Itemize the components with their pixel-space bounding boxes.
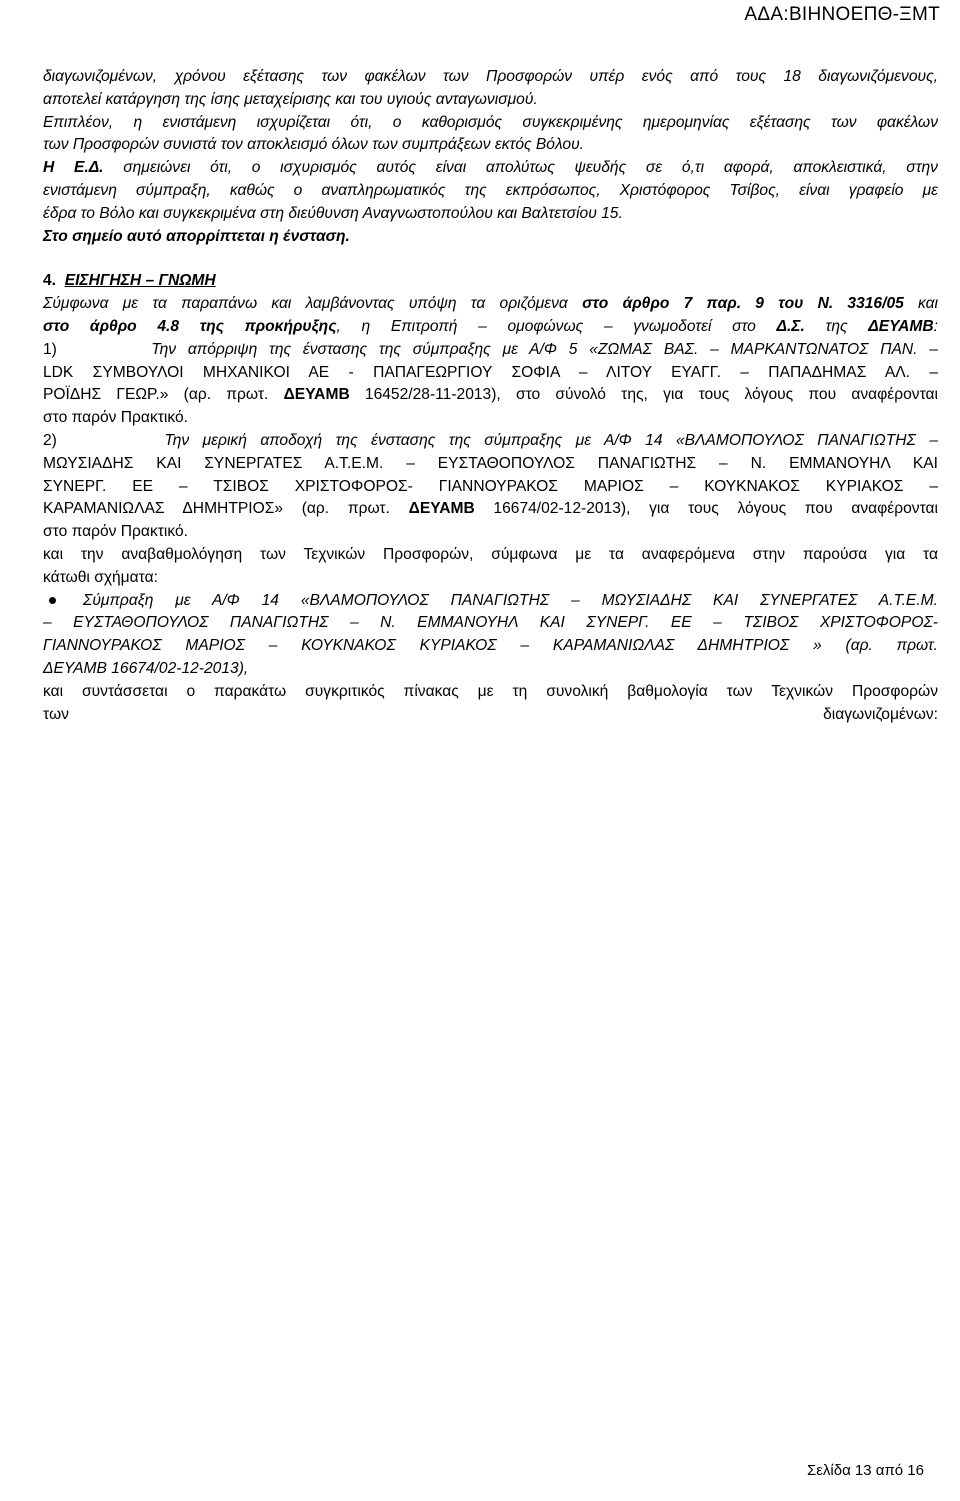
text-span: ΔΕΥΑΜΒ <box>408 500 475 518</box>
text-line: ΔΕΥΑΜΒ 16674/02-12-2013), <box>43 659 249 677</box>
text-line <box>43 157 938 180</box>
text-span: Σύμπραξη με Α/Φ 14 «ΒΛΑΜΟΠΟΥΛΟΣ ΠΑΝΑΓΙΩΤΗΣ – ΜΩΥΣΙΑΔΗΣ ΚΑΙ ΣΥΝΕΡΓΑΤΕΣ Α.Τ.Ε.Μ. <box>83 591 938 609</box>
rejection-statement: Στο σημείο αυτό απορρίπτεται η ένσταση. <box>43 227 350 245</box>
page-number: Σελίδα 13 από 16 <box>806 1462 924 1479</box>
item-number: 2) <box>43 431 57 449</box>
text-line: αποτελεί κατάργηση της ίσης μεταχείρισης και του υγιούς ανταγωνισμού. <box>43 90 538 108</box>
text-span: 16452/28-11-2013), στο σύνολό της, για τους λόγους που αναφέρονται <box>349 386 938 404</box>
text-span: των <box>43 705 69 723</box>
text-span: και <box>903 295 939 313</box>
text-span: ΔΕΥΑΜΒ <box>868 317 934 335</box>
section-heading <box>43 270 938 293</box>
ada-code: ΑΔΑ:ΒΙΗΝΟΕΠΘ-ΞΜΤ <box>744 4 940 25</box>
text-span: σημειώνει ότι, ο ισχυρισμός αυτός είναι απολύτως ψευδής σε ό,τι αφορά, αποκλειστικά, στην <box>123 159 938 177</box>
text-span: Δ.Σ. <box>776 317 805 335</box>
text-span: στο άρθρο 7 παρ. 9 του Ν. 3316/05 <box>582 295 904 313</box>
document-body <box>43 66 938 726</box>
section-number: 4. <box>43 272 57 290</box>
text-span: Την απόρριψη της ένστασης της σύμπραξης με Α/Φ 5 «ΖΩΜΑΣ ΒΑΣ. – ΜΑΡΚΑΝΤΩΝΑΤΟΣ ΠΑΝ. – <box>151 340 938 358</box>
text-line: διαγωνιζομένων, χρόνου εξέτασης των φακέλων των Προσφορών υπέρ ενός από τους 18 διαγωνιζόμενους, <box>43 68 938 85</box>
text-span: της <box>804 317 869 335</box>
text-line: των Προσφορών συνιστά τον αποκλεισμό όλων των συμπράξεων εκτός Βόλου. <box>43 136 585 154</box>
text-line <box>43 339 938 362</box>
bullet-icon <box>43 590 83 613</box>
text-line <box>43 498 938 521</box>
text-line: ΜΩΥΣΙΑΔΗΣ ΚΑΙ ΣΥΝΕΡΓΑΤΕΣ Α.Τ.Ε.Μ. – ΕΥΣΤΑΘΟΠΟΥΛΟΣ ΠΑΝΑΓΙΩΤΗΣ – Ν. ΕΜΜΑΝΟΥΗΛ ΚΑΙ <box>43 454 938 472</box>
text-span: ΡΟΪΔΗΣ ΓΕΩΡ.» (αρ. πρωτ. <box>43 386 284 404</box>
text-line: Επιπλέον, η ενιστάμενη ισχυρίζεται ότι, ο καθορισμός συγκεκριμένης ημερομηνίας εξέτασης των φακέλων <box>43 113 938 131</box>
text-span: διαγωνιζομένων: <box>823 705 938 723</box>
text-line: ενιστάμενη σύμπραξη, καθώς ο αναπληρωματικός της εκπρόσωπος, Χριστόφορος Τσίβος, είναι γραφείο με <box>43 181 938 199</box>
text-line: ΣΥΝΕΡΓ. ΕΕ – ΤΣΙΒΟΣ ΧΡΙΣΤΟΦΟΡΟΣ- ΓΙΑΝΝΟΥΡΑΚΟΣ ΜΑΡΙΟΣ – ΚΟΥΚΝΑΚΟΣ ΚΥΡΙΑΚΟΣ – <box>43 477 938 495</box>
text-span: ΔΕΥΑΜΒ <box>283 386 350 404</box>
text-line: στο παρόν Πρακτικό. <box>43 523 188 541</box>
text-line: έδρα το Βόλο και συγκεκριμένα στη διεύθυνση Αναγνωστοπούλου και Βαλτετσίου 15. <box>43 204 623 222</box>
text-line <box>43 384 938 407</box>
text-span: : <box>933 317 938 335</box>
text-span: Την μερική αποδοχή της ένστασης της σύμπραξης με Α/Φ 14 «ΒΛΑΜΟΠΟΥΛΟΣ ΠΑΝΑΓΙΩΤΗΣ – <box>164 431 938 449</box>
committee-abbrev: Η Ε.Δ. <box>43 159 104 177</box>
text-span: ΚΑΡΑΜΑΝΙΩΛΑΣ ΔΗΜΗΤΡΙΟΣ» (αρ. πρωτ. <box>43 500 409 518</box>
text-span: , η Επιτροπή – ομοφώνως – γνωμοδοτεί στο <box>336 317 777 335</box>
text-line: ΓΙΑΝΝΟΥΡΑΚΟΣ ΜΑΡΙΟΣ – ΚΟΥΚΝΑΚΟΣ ΚΥΡΙΑΚΟΣ – ΚΑΡΑΜΑΝΙΩΛΑΣ ΔΗΜΗΤΡΙΟΣ » (αρ. πρωτ. <box>43 637 938 655</box>
bullet-item <box>43 590 938 613</box>
item-number: 1) <box>43 340 57 358</box>
text-span: Σύμφωνα με τα παραπάνω και λαμβάνοντας υπόψη τα οριζόμενα <box>43 295 583 313</box>
text-span: στο άρθρο 4.8 της προκήρυξης <box>43 317 337 335</box>
text-line: LDK ΣΥΜΒΟΥΛΟΙ ΜΗΧΑΝΙΚΟΙ ΑΕ - ΠΑΠΑΓΕΩΡΓΙΟΥ ΣΟΦΙΑ – ΛΙΤΟΥ ΕΥΑΓΓ. – ΠΑΠΑΔΗΜΑΣ ΑΛ. – <box>43 363 938 381</box>
text-line <box>43 704 938 727</box>
text-line: και συντάσσεται ο παρακάτω συγκριτικός πίνακας με τη συνολική βαθμολογία των Τεχνικών Προσφορών <box>43 682 938 700</box>
text-span: 16674/02-12-2013), για τους λόγους που αναφέρονται <box>474 500 938 518</box>
text-line: – ΕΥΣΤΑΘΟΠΟΥΛΟΣ ΠΑΝΑΓΙΩΤΗΣ – Ν. ΕΜΜΑΝΟΥΗΛ ΚΑΙ ΣΥΝΕΡΓ. ΕΕ – ΤΣΙΒΟΣ ΧΡΙΣΤΟΦΟΡΟΣ- <box>43 614 938 632</box>
text-line <box>43 430 938 453</box>
section-title: ΕΙΣΗΓΗΣΗ – ΓΝΩΜΗ <box>64 272 216 290</box>
text-line <box>43 293 938 316</box>
text-line: κάτωθι σχήματα: <box>43 568 158 586</box>
text-line <box>43 316 938 339</box>
text-line: και την αναβαθμολόγηση των Τεχνικών Προσφορών, σύμφωνα με τα αναφερόμενα στην παρούσα για τα <box>43 545 938 563</box>
text-line: στο παρόν Πρακτικό. <box>43 409 188 427</box>
